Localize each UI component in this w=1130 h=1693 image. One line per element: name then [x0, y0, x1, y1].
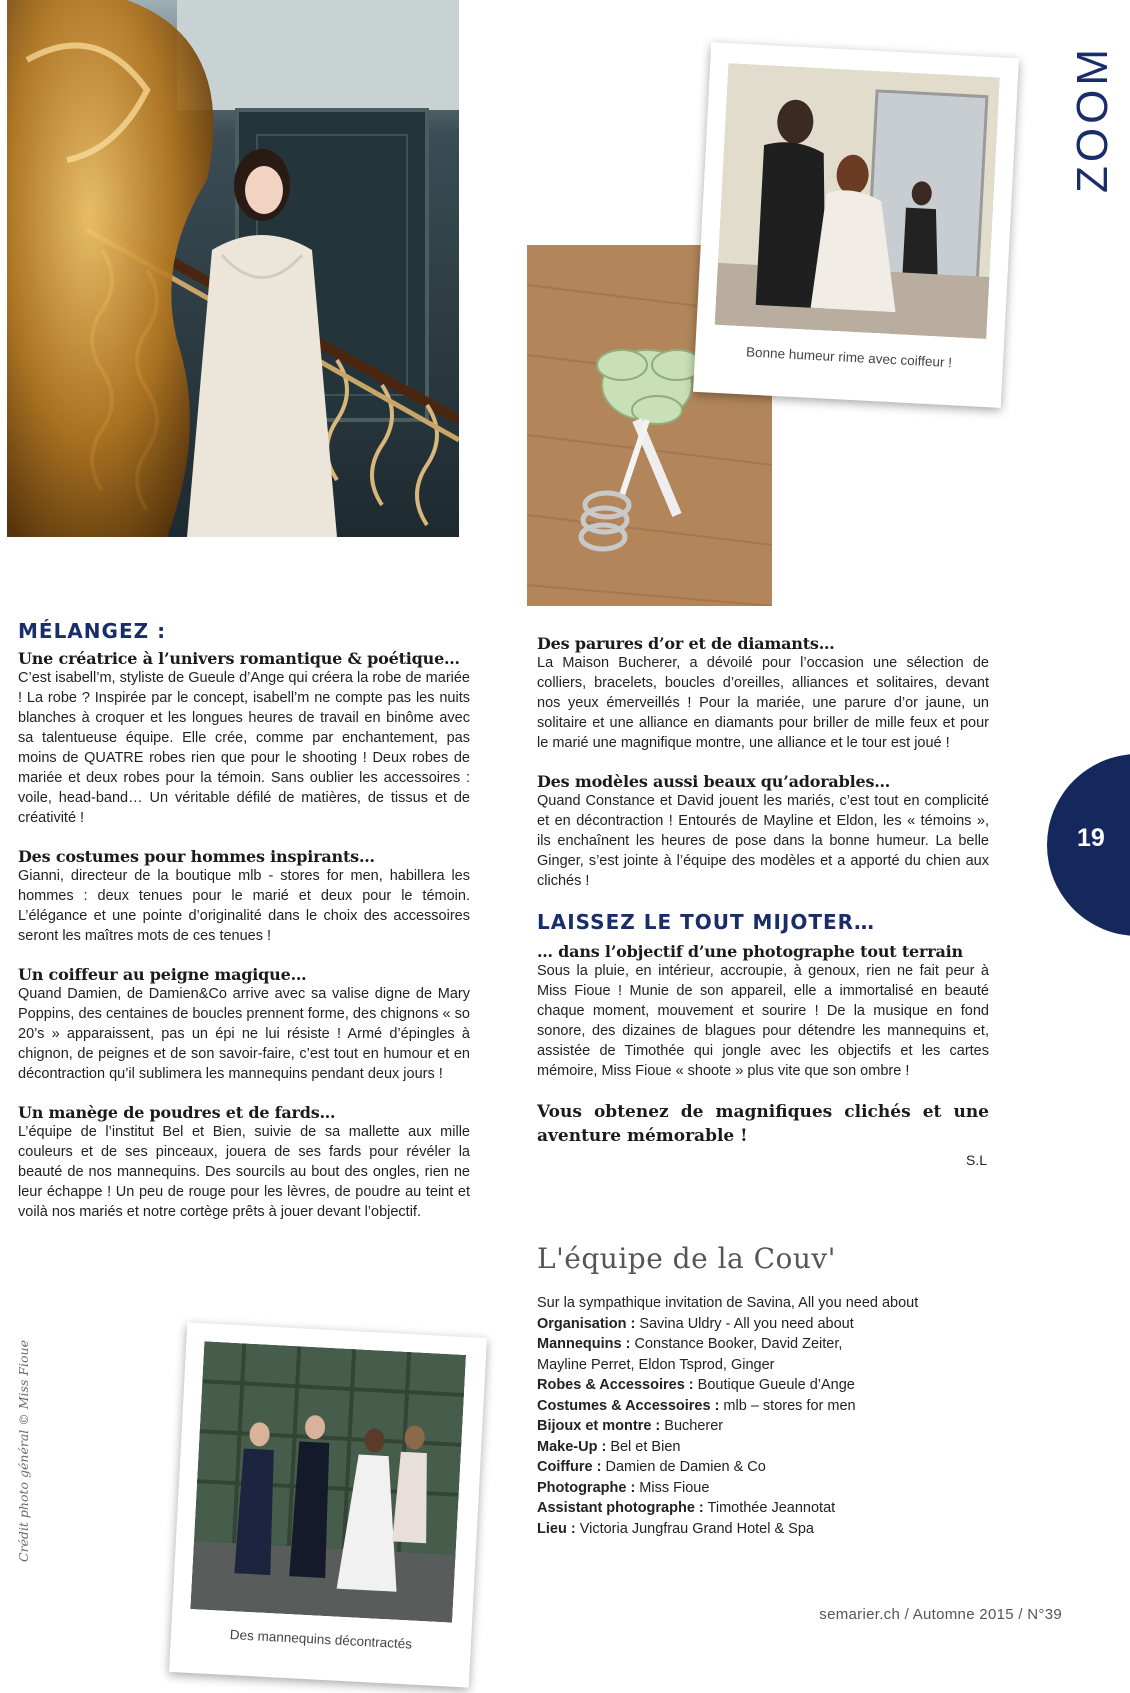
team-intro: Sur la sympathique invitation de Savina, All you need about	[537, 1295, 919, 1311]
section-title-laissez: LAISSEZ LE TOUT MIJOTER…	[537, 910, 876, 934]
team-row-value: Bel et Bien	[606, 1438, 681, 1455]
block-parures	[537, 634, 989, 753]
mannequins-illustration	[190, 1341, 466, 1622]
heading-creatrice: Une créatrice à l’univers romantique & poétique…	[18, 649, 460, 668]
coiffeur-illustration	[715, 63, 1000, 339]
heading-coiffeur: Un coiffeur au peigne magique…	[18, 965, 307, 984]
bride-staircase-illustration	[7, 0, 459, 537]
team-row-value: Savina Uldry - All you need about	[635, 1315, 854, 1332]
coiffeur-polaroid	[693, 42, 1019, 408]
text-creatrice: C’est isabell’m, styliste de Gueule d’Ange qui créera la robe de mariée ! La robe ? Inspirée par le concept, isabell’m ne compte pas les nuits blanches à croquer et les longues heures de travail en binôme avec sa talentueuse équipe. Elle crée, comme par enchantement, pas moins de QUATRE robes rien que pour le shooting ! Deux robes de mariée et deux robes pour la témoin. Sans oublier les accessoires : voile, head-band… Un véritable défilé de matières, de tissus et de créativité !	[18, 670, 470, 826]
team-row-value: mlb – stores for men	[719, 1397, 856, 1414]
page-number: 19	[1077, 824, 1105, 852]
signature: S.L	[965, 1152, 987, 1168]
mannequins-caption: Des mannequins décontractés	[229, 1627, 413, 1652]
team-row-label: Robes & Accessoires :	[537, 1377, 694, 1393]
team-row-label: Mannequins :	[537, 1336, 631, 1352]
team-row-value: Boutique Gueule d’Ange	[693, 1377, 855, 1393]
block-maquillage	[18, 1103, 470, 1222]
block-modeles	[537, 772, 989, 891]
coiffeur-photo	[715, 63, 1000, 339]
team-row-label: Lieu :	[537, 1520, 576, 1537]
team-row-value: Victoria Jungfrau Grand Hotel & Spa	[575, 1520, 814, 1537]
team-row	[537, 1375, 997, 1396]
team-row	[537, 1314, 997, 1335]
photo-credit: Crédit photo général © Miss Fioue	[16, 1340, 31, 1562]
conclusion-text: Vous obtenez de magnifiques clichés et une aventure mémorable !	[537, 1102, 989, 1146]
page-number-tab	[1047, 754, 1130, 936]
team-row-value: Constance Booker, David Zeiter,	[630, 1336, 843, 1352]
team-list	[537, 1314, 997, 1540]
text-photographe: Sous la pluie, en intérieur, accroupie, à genoux, rien ne fait peur à Miss Fioue ! Munie de son appareil, elle a immortalisé en beauté chaque moment, mouvement et sourire ! De la musique en fond sonore, des dizaines de blagues pour détendre les mannequins et, assistée de Timothée qui jongle avec les objectifs et les cartes mémoire, Miss Fioue « shoote » plus vite que son ombre !	[537, 963, 989, 1079]
heading-photographe: … dans l’objectif d’une photographe tout terrain	[537, 942, 963, 961]
team-row	[537, 1416, 997, 1437]
block-photographe	[537, 942, 989, 1081]
team-row-label: Make-Up :	[537, 1438, 607, 1455]
team-row	[537, 1478, 997, 1499]
text-parures: La Maison Bucherer, a dévoilé pour l’occasion une sélection de colliers, bracelets, boucles d’oreilles, alliances et solitaires, devant nos yeux émerveillés ! Pour la mariée, une parure d’or jaune, un solitaire et une alliance en diamants pour briller de mille feux et pour le marié une magnifique montre, une alliance et le tour est joué !	[537, 655, 989, 751]
coiffeur-caption: Bonne humeur rime avec coiffeur !	[745, 344, 953, 371]
heading-maquillage: Un manège de poudres et de fards…	[18, 1103, 336, 1122]
text-modeles: Quand Constance et David jouent les mariés, c’est tout en complicité et en décontraction ! Entourés de Mayline et Eldon, les « témoins », ils enchaînent les heures de pose dans la bonne humeur. La belle Ginger, s’est jointe à l’équipe des modèles et a apporté du chien aux clichés !	[537, 793, 989, 889]
team-row-value: Damien de Damien & Co	[601, 1459, 766, 1475]
mannequins-polaroid	[169, 1322, 487, 1687]
text-coiffeur: Quand Damien, de Damien&Co arrive avec sa valise digne de Mary Poppins, des centaines de boucles prennent forme, des chignons « so 20’s » apparaissent, pas un épi ne lui résiste ! Armé d’épingles à chignon, de peignes et de son savoir-faire, c’est tout en humour et en décontraction qu’il sublimera les mannequins pendant deux jours !	[18, 986, 470, 1082]
team-row	[537, 1457, 997, 1478]
team-row	[537, 1437, 997, 1458]
heading-costumes: Des costumes pour hommes inspirants…	[18, 847, 375, 866]
block-costumes	[18, 847, 470, 946]
team-row-value: Timothée Jeannotat	[703, 1500, 836, 1516]
team-row	[537, 1519, 997, 1540]
block-coiffeur	[18, 965, 470, 1084]
bride-staircase-photo	[7, 0, 459, 537]
team-row-label: Costumes & Accessoires :	[537, 1397, 720, 1414]
team-row-value: Bucherer	[660, 1418, 724, 1434]
team-row-label: Organisation :	[537, 1315, 636, 1332]
block-creatrice	[18, 649, 470, 828]
mannequins-photo	[190, 1341, 466, 1622]
team-row-value: Miss Fioue	[635, 1479, 710, 1496]
section-title-melangez: MÉLANGEZ :	[18, 619, 167, 643]
zoom-label: ZOOM	[1068, 45, 1117, 193]
text-maquillage: L’équipe de l’institut Bel et Bien, suivie de sa mallette aux mille couleurs et de ses pinceaux, jouera de ses fards pour révéler la beauté de nos mannequins. Des sourcils au bout des ongles, rien ne leur échappe ! Un peu de rouge pour les lèvres, de poudre au teint et voilà nos mariés et notre cortège prêts à jouer devant l’objectif.	[18, 1124, 470, 1220]
team-row	[537, 1498, 997, 1519]
team-row-label: Coiffure :	[537, 1459, 602, 1475]
team-row-value: Mayline Perret, Eldon Tsprod, Ginger	[537, 1356, 775, 1373]
text-costumes: Gianni, directeur de la boutique mlb - stores for men, habillera les hommes : deux tenues pour le marié et deux pour le témoin. L’élégance et une pointe d’originalité dans le choix des accessoires seront les maîtres mots de ces tenues !	[18, 868, 470, 944]
team-row	[537, 1355, 997, 1376]
left-column	[18, 619, 470, 1241]
team-section	[537, 1242, 997, 1539]
team-row-label: Bijoux et montre :	[537, 1418, 661, 1434]
heading-modeles: Des modèles aussi beaux qu’adorables…	[537, 772, 891, 791]
team-title: L'équipe de la Couv'	[537, 1242, 836, 1275]
right-column	[537, 634, 989, 1168]
heading-parures: Des parures d’or et de diamants…	[537, 634, 835, 653]
team-row-label: Assistant photographe :	[537, 1500, 704, 1516]
footer-issue: semarier.ch / Automne 2015 / N°39	[819, 1606, 1062, 1623]
team-row	[537, 1334, 997, 1355]
team-row-label: Photographe :	[537, 1479, 636, 1496]
team-row	[537, 1396, 997, 1417]
